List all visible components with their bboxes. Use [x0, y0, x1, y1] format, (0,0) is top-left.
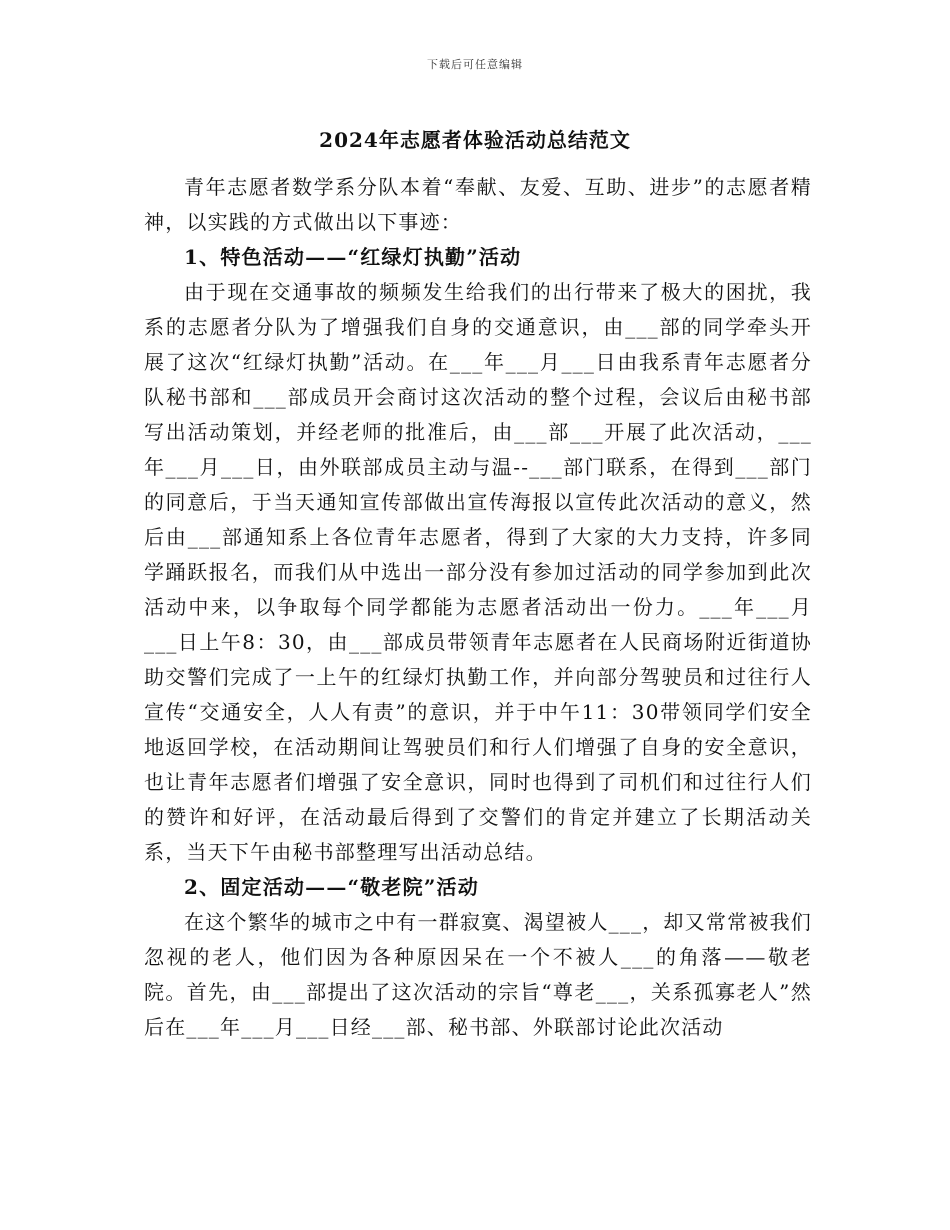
section-1-heading: 1、特色活动——“红绿灯执勤”活动: [184, 245, 522, 269]
page-header-note: 下载后可任意编辑: [427, 58, 523, 71]
document-title: 2024年志愿者体验活动总结范文: [319, 128, 631, 152]
intro-paragraph: 青年志愿者数学系分队本着“奉献、友爱、互助、进步”的志愿者精神，以实践的方式做出以下事迹：: [144, 175, 812, 234]
section-2-paragraph: 在这个繁华的城市之中有一群寂寞、渴望被人___，却又常常被我们忽视的老人，他们因为各种原因呆在一个不被人___的角落——敬老院。首先，由___部提出了这次活动的宗旨“尊老___，关系孤寡老人”然后在___年___月___日经___部、秘书部、外联部讨论此次活动: [144, 910, 812, 1039]
document-body: [144, 170, 812, 1045]
section-1-paragraph: 由于现在交通事故的频频发生给我们的出行带来了极大的困扰，我系的志愿者分队为了增强我们自身的交通意识，由___部的同学牵头开展了这次“红绿灯执勤”活动。在___年___月___日由我系青年志愿者分队秘书部和___部成员开会商讨这次活动的整个过程，会议后由秘书部写出活动策划，并经老师的批准后，由___部___开展了此次活动，___年___月___日，由外联部成员主动与温--___部门联系，在得到___部门的同意后，于当天通知宣传部做出宣传海报以宣传此次活动的意义，然后由___部通知系上各位青年志愿者，得到了大家的大力支持，许多同学踊跃报名，而我们从中选出一部分没有参加过活动的同学参加到此次活动中来，以争取每个同学都能为志愿者活动出一份力。___年___月___日上午8：30，由___部成员带领青年志愿者在人民商场附近街道协助交警们完成了一上午的红绿灯执勤工作，并向部分驾驶员和过往行人宣传“交通安全，人人有责”的意识，并于中午11：30带领同学们安全地返回学校，在活动期间让驾驶员们和行人们增强了自身的安全意识，也让青年志愿者们增强了安全意识，同时也得到了司机们和过往行人们的赞许和好评，在活动最后得到了交警们的肯定并建立了长期活动关系，当天下午由秘书部整理写出活动总结。: [144, 280, 812, 864]
section-2-heading: 2、固定活动——“敬老院”活动: [184, 875, 479, 899]
